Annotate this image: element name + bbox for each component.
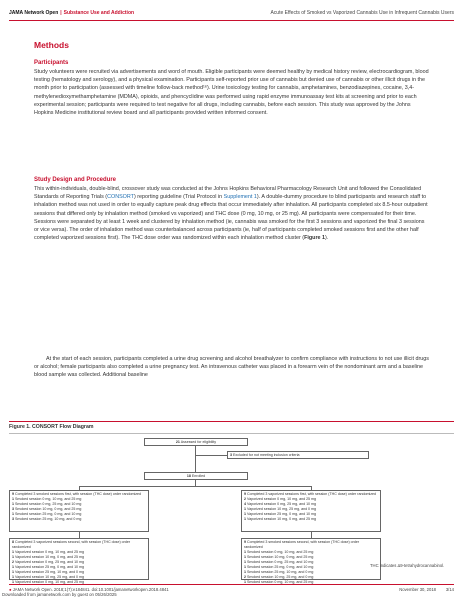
arm-row-label: Vaporized session 0 mg, 10 mg, and 25 mg (15, 580, 85, 584)
participants-paragraph: Study volunteers were recruited via advertisements and word of mouth. Eligible participants were deemed healthy by medical history review, electrocardiogram, blood testing (hematology and serology), and a physical examination. Participants self-reported prior use of cannabis but denied use of cannabis or other illicit drugs in the month prior to participation (assessed with timeline follow-back method¹⁶). Urine toxicology testing for cannabis, amphetamines, benzodiazepines, cocaine, 3,4-methylenedioxymethamphetamine (MDMA), opioids, and phencyclidine was performed using rapid enzyme immunoassay test kits at screening and prior to each experimental session; participants were required to test negative for all drugs, including cannabis, before each session. This study was approved by the Johns Hopkins Medicine institutional review board and all participants provided written informed consent. (34, 69, 429, 117)
arm-row-count: 1 (12, 580, 15, 584)
arm-row-label: Vaporized session 10 mg, 25 mg, and 0 mg (247, 507, 317, 511)
arm-row-count: 1 (12, 565, 15, 569)
arm-row-label: Smoked session 0 mg, 25 mg, and 10 mg (247, 560, 314, 564)
arm-row-label: Smoked session 25 mg, 10 mg, and 0 mg (15, 517, 82, 521)
excluded-label: Excluded for not meeting inclusion criteria (233, 453, 300, 457)
section-name[interactable]: Substance Use and Addiction (63, 10, 135, 16)
arm-row (244, 517, 378, 522)
arm-row-label: Smoked session 0 mg, 10 mg, and 25 mg (247, 580, 314, 584)
assessed-box (144, 438, 248, 446)
download-notice: Downloaded from jamanetwork.com by guest on 05/26/2025 (2, 592, 117, 597)
vaporized-first-box (241, 490, 381, 532)
arm-row-count: 1 (244, 512, 247, 516)
arm-row-count: 2 (12, 560, 15, 564)
publication-date: November 30, 2018 (399, 587, 436, 592)
connector-excluded (195, 455, 227, 456)
arm-row-count: 1 (12, 502, 15, 506)
running-header (9, 9, 454, 18)
arm-row-label: Vaporized session 10 mg, 0 mg, and 25 mg (15, 555, 85, 559)
arm-heading-text: Completed 3 smoked sessions second, with session (THC dose) order randomized (244, 540, 360, 549)
arm-row-label: Vaporized session 25 mg, 0 mg, and 10 mg (15, 565, 85, 569)
arm-row-label: Smoked session 25 mg, 0 mg, and 10 mg (247, 565, 314, 569)
arm-row-count: 1 (12, 497, 15, 501)
arm-row-count: 1 (12, 512, 15, 516)
session-start-paragraph: At the start of each session, participants completed a urine drug screening and alcohol breathalyzer to confirm compliance with instructions to not use illicit drugs or alcohol; female participants also completed a urine pregnancy test. An intravenous catheter was placed in a forearm vein of the nondominant arm and a baseline blood sample was collected. Additional baseline (34, 356, 429, 379)
header-rule (9, 20, 454, 21)
arm-row-label: Vaporized session 0 mg, 25 mg, and 10 mg (247, 502, 317, 506)
footer-rule (9, 584, 454, 585)
study-design-heading: Study Design and Procedure (34, 177, 117, 183)
arm-row-label: Smoked session 25 mg, 0 mg, and 10 mg (15, 512, 82, 516)
design-text-2: ) reporting guideline (Trial Protocol in (133, 194, 224, 201)
header-separator: | (60, 10, 62, 16)
enrolled-label: Enrolled (191, 474, 206, 478)
connector-split-horizontal (79, 486, 311, 487)
arm-row-label: Smoked session 25 mg, 10 mg, and 0 mg (247, 570, 314, 574)
arm-row-label: Smoked session 0 mg, 25 mg, and 10 mg (15, 502, 82, 506)
article-short-title: Acute Effects of Smoked vs Vaporized Cannabis Use in Infrequent Cannabis Users (270, 10, 454, 16)
arm-row-count: 3 (12, 507, 15, 511)
arm-count: 9 (12, 492, 15, 496)
citation[interactable]: JAMA Network Open. 2018;1(7):e184841. doi:10.1001/jamanetworkopen.2018.4841 (12, 587, 169, 592)
figure-1-reference[interactable]: Figure 1 (304, 235, 326, 242)
arm-row-count: 1 (244, 507, 247, 511)
enrolled-count: 18 (186, 474, 191, 478)
arm-row-count: 1 (244, 560, 247, 564)
arm-row-count: 4 (244, 502, 247, 506)
assessed-label: Assessed for eligibility (180, 440, 217, 444)
arm-row-label: Vaporized session 0 mg, 10 mg, and 25 mg (247, 497, 317, 501)
arm-row-label: Smoked session 10 mg, 0 mg, and 25 mg (15, 507, 82, 511)
smoked-first-box (9, 490, 149, 532)
consort-link[interactable]: CONSORT (107, 194, 134, 201)
study-design-paragraph (34, 185, 429, 242)
arm-row-label: Vaporized session 0 mg, 10 mg, and 25 mg (15, 550, 85, 554)
assessed-count: 21 (175, 440, 180, 444)
arm-row-count: 1 (244, 570, 247, 574)
arm-heading-text: Completed 3 smoked sessions first, with session (THC dose) order randomized (15, 492, 142, 496)
methods-heading: Methods (34, 40, 69, 50)
excluded-box (227, 451, 369, 459)
design-text-1: This within-individuals, double-blind, crossover study was conducted at the Johns Hopkins Behavioral Pharmacology Research Unit and followed the Consolidated Standards of Reporting Trials ( (34, 186, 422, 201)
arm-row-label: Vaporized session 25 mg, 0 mg, and 10 mg (247, 512, 317, 516)
arm-row-label: Smoked session 0 mg, 10 mg, and 25 mg (15, 497, 82, 501)
participants-heading: Participants (34, 60, 69, 66)
arm-row-count: 1 (244, 517, 247, 521)
jama-logo-icon: ● (9, 587, 12, 592)
arm-row-label: Vaporized session 0 mg, 25 mg, and 10 mg (15, 560, 85, 564)
arm-row-label: Smoked session 10 mg, 25 mg, and 0 mg (247, 575, 314, 579)
smoked-second-box (241, 538, 381, 584)
arm-count: 9 (244, 540, 247, 544)
supplement-link[interactable]: Supplement 1 (223, 194, 257, 201)
arm-heading-text: Completed 3 vaporized sessions second, with session (THC dose) order randomized (12, 540, 131, 549)
arm-row (12, 517, 146, 522)
journal-name[interactable]: JAMA Network Open (9, 10, 59, 16)
arm-row-label: Smoked session 10 mg, 0 mg, and 25 mg (247, 555, 314, 559)
arm-row-count: 1 (244, 565, 247, 569)
arm-row-count: 1 (244, 550, 247, 554)
arm-heading (244, 540, 378, 550)
page-number: 3/14 (445, 587, 454, 592)
figure-title: Figure 1. CONSORT Flow Diagram (9, 424, 94, 430)
arm-heading (12, 540, 146, 550)
figure-title-rule (9, 433, 454, 434)
arm-count: 9 (244, 492, 247, 496)
vaporized-second-box (9, 538, 149, 584)
excluded-count: 3 (230, 453, 232, 457)
arm-row-count: 2 (244, 575, 247, 579)
arm-row-count: 1 (244, 555, 247, 559)
consort-flow-diagram (9, 436, 377, 584)
arm-row-label: Vaporized session 10 mg, 0 mg, and 25 mg (247, 517, 317, 521)
design-text-3: ). A double-dummy procedure to blind participants and research staff to inhalation method was not used in order to equally capture peak drug effects that occur immediately after inhalation. All participants completed six 8.5-hour outpatient sessions that differed only by inhalation method (smoked vs vaporized) and THC dose (0 mg, 10 mg, or 25 mg). All participants were compensated for their time. Sessions were separated by at least 1 week and clustered by inhalation method (ie, cannabis was smoked for the first 3 sessions and vaporized the final 3 sessions or vice versa). The order of inhalation method was counterbalanced across participants (ie, half of participants completed smoked sessions first and the other half completed vaporized sessions first). The THC dose order was randomized within each inhalation method cluster ( (34, 194, 428, 242)
arm-row-count: 2 (244, 497, 247, 501)
arm-row-count: 1 (244, 580, 247, 584)
arm-row-label: Vaporized session 25 mg, 10 mg, and 0 mg (15, 570, 85, 574)
arm-row-label: Smoked session 0 mg, 10 mg, and 25 mg (247, 550, 314, 554)
arm-row-count: 1 (12, 555, 15, 559)
arm-row-label: Vaporized session 10 mg, 25 mg, and 0 mg (15, 575, 85, 579)
enrolled-box (144, 472, 248, 480)
connector-assessed-enrolled (195, 446, 196, 472)
arm-row-count: 1 (12, 570, 15, 574)
figure-footnote: THC indicates Δ9-tetrahydrocannabinol. (370, 563, 445, 568)
arm-row-count: 1 (12, 575, 15, 579)
arm-count: 8 (12, 540, 15, 544)
arm-heading-text: Completed 3 vaporized sessions first, with session (THC dose) order randomized (247, 492, 377, 496)
arm-row-count: 1 (12, 550, 15, 554)
design-text-4: ). (325, 235, 329, 242)
arm-row-count: 3 (12, 517, 15, 521)
